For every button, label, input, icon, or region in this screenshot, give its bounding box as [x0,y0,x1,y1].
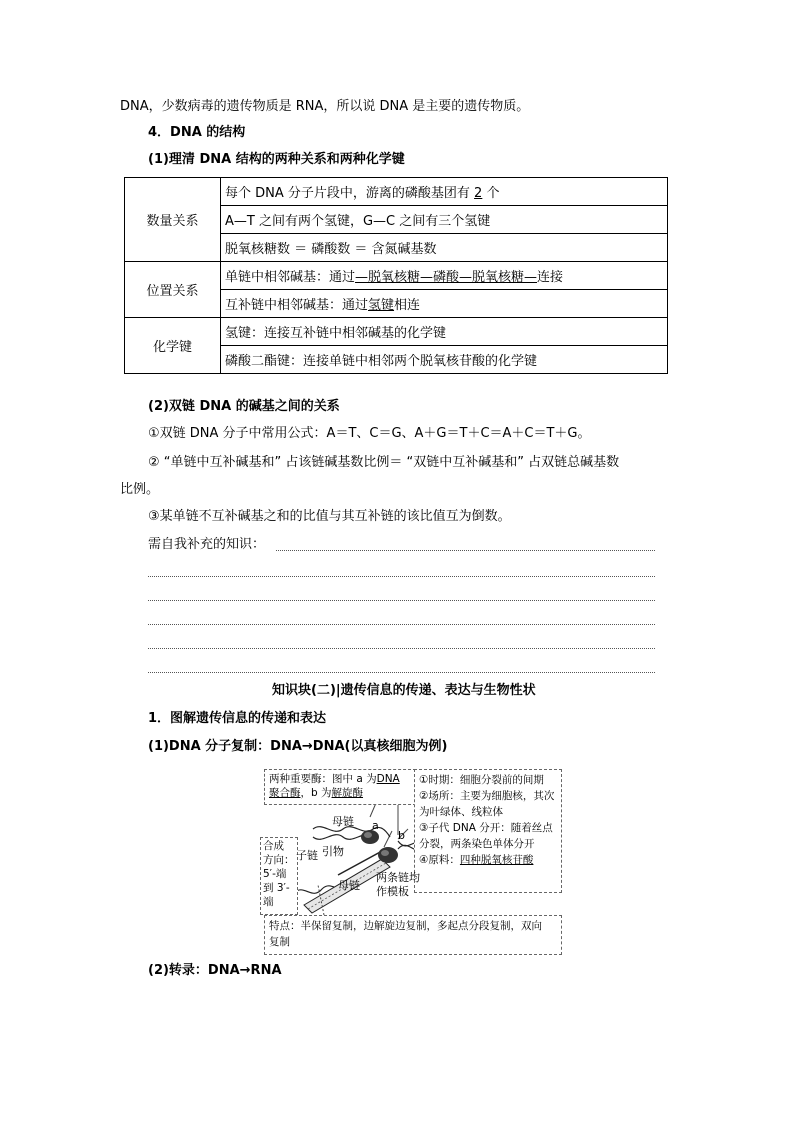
dna-replication-figure [258,767,558,955]
supplement-line[interactable] [148,600,655,601]
heading-transfer-expression: 1．图解遗传信息的传递和表达 [148,711,327,726]
table-cell: 脱氧核糖数 ＝ 磷酸数 ＝ 含氮碱基数 [221,234,668,262]
templates-label: 两条链均 作模板 [376,871,420,898]
heading-dna-structure: 4．DNA 的结构 [148,125,246,140]
supplement-line[interactable] [148,624,655,625]
supplement-line[interactable] [148,576,655,577]
table-row [125,178,668,206]
direction-callout: 合成 方向： 5′-端 到 3′- 端 [260,837,298,915]
place-text-cont: 为叶绿体、线粒体 [419,806,503,818]
enzyme-callout: 两种重要酶：图中 a 为DNA 聚合酶，b 为解旋酶 [264,769,416,805]
table-row [125,318,668,346]
structure-table [124,177,668,374]
table-cell: A—T 之间有两个氢键，G—C 之间有三个氢键 [221,206,668,234]
subheading-replication: (1)DNA 分子复制：DNA→DNA(以真核细胞为例) [148,739,448,754]
place-text: ②场所：主要为细胞核，其次 [419,790,555,802]
rule-2-cont: 比例。 [120,482,160,497]
table-cell: 氢键：连接互补链中相邻碱基的化学键 [221,318,668,346]
label-b: b [398,829,405,842]
mother-chain-label: 母链 [332,815,354,828]
time-text: ①时期：细胞分裂前的间期 [419,774,544,786]
category-position: 位置关系 [125,262,221,318]
table-row [125,262,668,290]
label-a: a [372,819,379,832]
rule-1: ①双链 DNA 分子中常用公式：A＝T、C＝G、A＋G＝T＋C＝A＋C＝T＋G。 [148,426,591,441]
table-cell: 互补链中相邻碱基：通过氢键相连 [221,290,668,318]
subheading-transcription: (2)转录：DNA→RNA [148,963,282,978]
supplement-line[interactable] [276,550,655,551]
supplement-line[interactable] [148,648,655,649]
primer-label: 引物 [322,845,344,858]
mother-chain-label-2: 母链 [338,879,360,892]
category-quantity: 数量关系 [125,178,221,262]
material-text: ④原料：四种脱氧核苷酸 [419,854,534,866]
conditions-callout [414,769,562,893]
table-cell: 磷酸二酯键：连接单链中相邻两个脱氧核苷酸的化学键 [221,346,668,374]
supplement-line[interactable] [148,672,655,673]
table-cell: 单链中相邻碱基：通过—脱氧核糖—磷酸—脱氧核糖—连接 [221,262,668,290]
paragraph-conclusion: DNA，少数病毒的遗传物质是 RNA，所以说 DNA 是主要的遗传物质。 [120,99,530,114]
separation-text: ③子代 DNA 分开：随着丝点 [419,822,553,834]
rule-3: ③某单链不互补碱基之和的比值与其互补链的该比值互为倒数。 [148,509,511,524]
subheading-base-relations: (2)双链 DNA 的碱基之间的关系 [148,399,340,414]
separation-text-cont: 分裂，两条染色单体分开 [419,838,535,850]
knowledge-block-title: 知识块(二)|遗传信息的传递、表达与生物性状 [272,683,536,698]
supplement-label: 需自我补充的知识： [148,537,266,552]
feature-callout: 特点：半保留复制，边解旋边复制，多起点分段复制，双向 复制 [264,915,562,955]
child-chain-label: 子链 [296,849,318,862]
subheading-relations: (1)理清 DNA 结构的两种关系和两种化学键 [148,152,405,167]
category-bond: 化学键 [125,318,221,374]
rule-2: ② “单链中互补碱基和” 占该链碱基数比例＝ “双链中互补碱基和” 占双链总碱基数 [148,455,620,470]
table-cell: 每个 DNA 分子片段中，游离的磷酸基团有 2 个 [221,178,668,206]
